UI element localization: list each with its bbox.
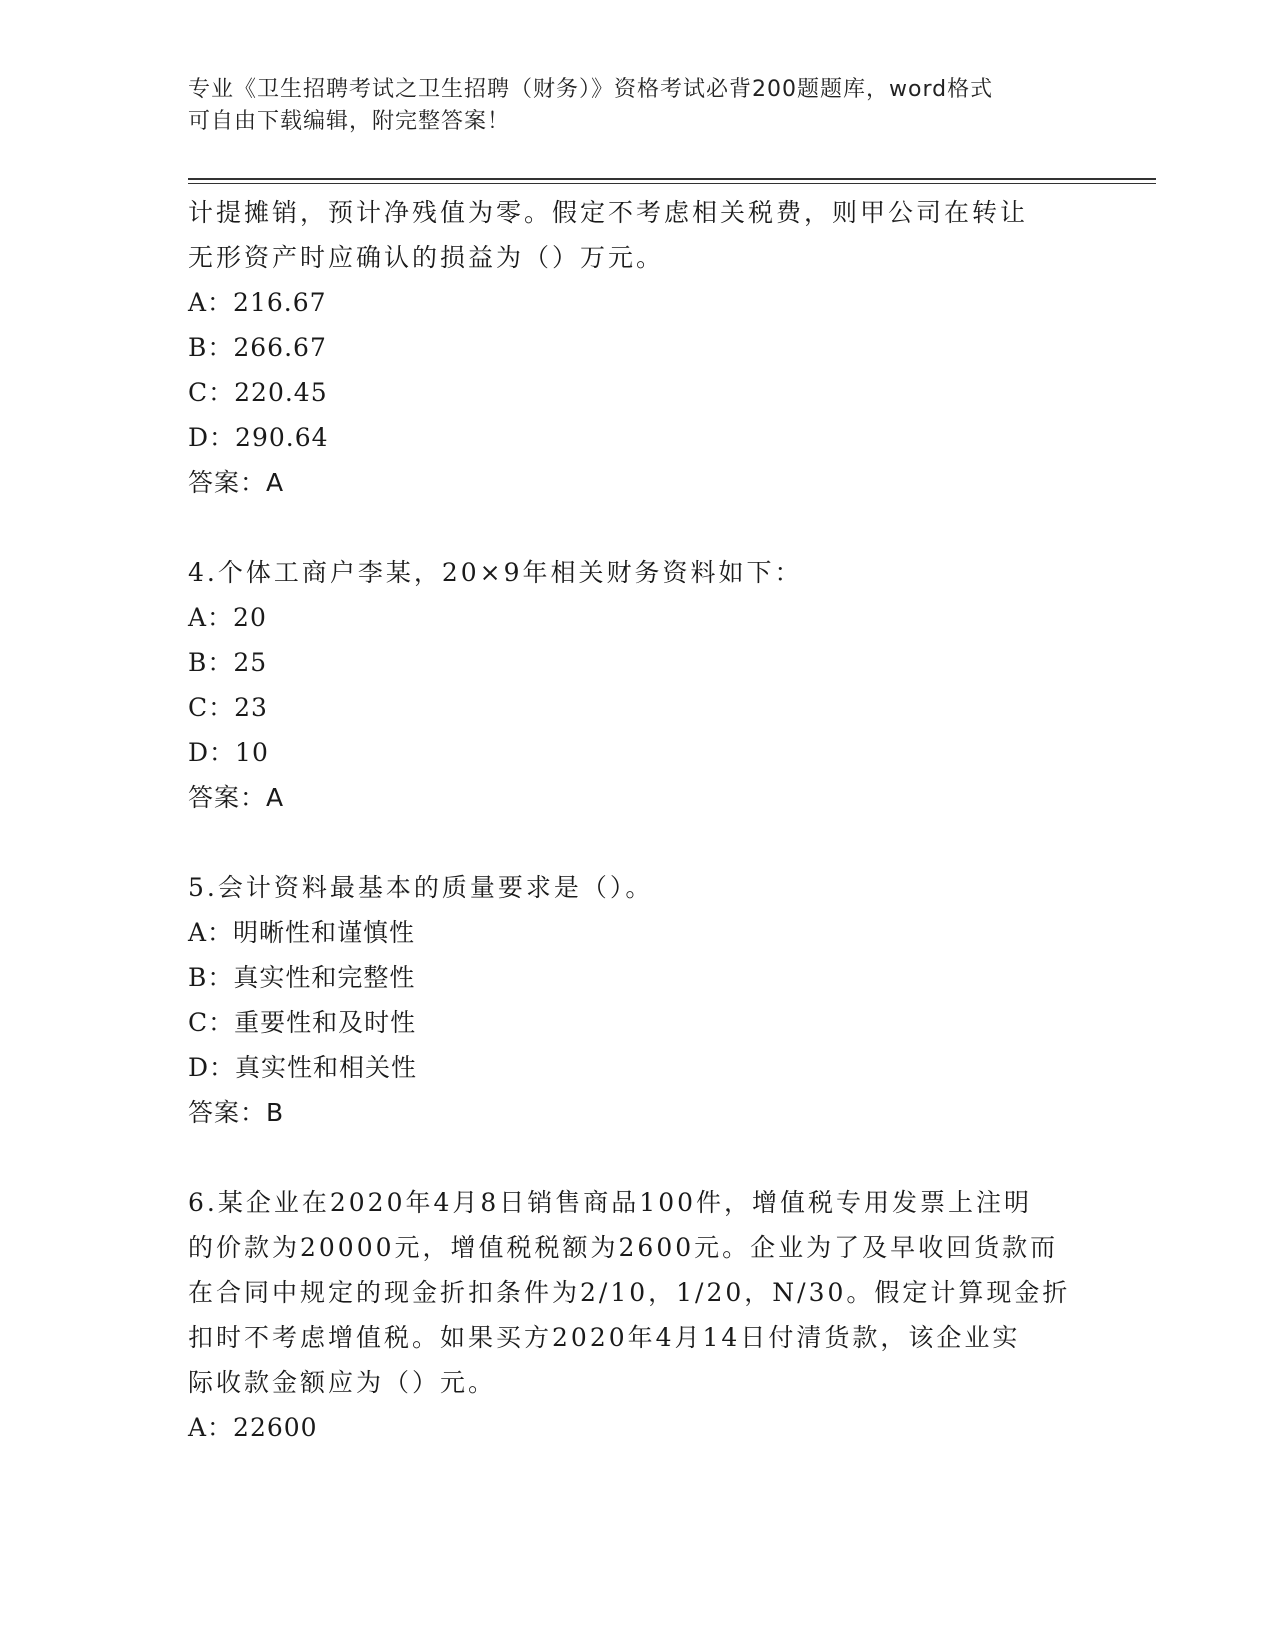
question-list (188, 190, 1088, 1450)
option-d: D：10 (188, 738, 269, 767)
header-divider-thick (188, 178, 1156, 180)
document-header (188, 74, 1078, 138)
question-text-line: 计提摊销，预计净残值为零。假定不考虑相关税费，则甲公司在转让 (188, 198, 1029, 227)
option-c: C：重要性和及时性 (188, 1008, 417, 1037)
answer-line: 答案：A (188, 468, 285, 497)
option-c: C：23 (188, 693, 268, 722)
header-divider-thin (188, 183, 1156, 184)
option-b: B：266.67 (188, 333, 327, 362)
question-6 (188, 1180, 1088, 1450)
question-text-line: 扣时不考虑增值税。如果买方2020年4月14日付清货款，该企业实 (188, 1323, 1021, 1352)
option-c: C：220.45 (188, 378, 328, 407)
option-d: D：真实性和相关性 (188, 1053, 418, 1082)
question-5 (188, 865, 1088, 1135)
option-b: B：真实性和完整性 (188, 963, 416, 992)
option-b: B：25 (188, 648, 268, 677)
option-a: A：216.67 (188, 288, 327, 317)
question-text-line: 5.会计资料最基本的质量要求是（）。 (188, 873, 654, 902)
spacer (188, 1135, 1088, 1180)
answer-line: 答案：B (188, 1098, 285, 1127)
spacer (188, 505, 1088, 550)
header-title-line-2: 可自由下载编辑，附完整答案！ (188, 109, 511, 134)
answer-line: 答案：A (188, 783, 285, 812)
spacer (188, 820, 1088, 865)
question-4 (188, 550, 1088, 820)
question-text-line: 的价款为20000元，增值税税额为2600元。企业为了及早收回货款而 (188, 1233, 1059, 1262)
option-a: A：22600 (188, 1413, 318, 1442)
question-3 (188, 190, 1088, 505)
question-text-line: 4.个体工商户李某，20×9年相关财务资料如下： (188, 558, 803, 587)
option-a: A：明晰性和谨慎性 (188, 918, 416, 947)
option-d: D：290.64 (188, 423, 329, 452)
question-text-line: 无形资产时应确认的损益为（）万元。 (188, 243, 665, 272)
question-text-line: 际收款金额应为（）元。 (188, 1368, 497, 1397)
question-text-line: 在合同中规定的现金折扣条件为2/10，1/20，N/30。假定计算现金折 (188, 1278, 1071, 1307)
option-a: A：20 (188, 603, 267, 632)
header-title-line-1: 专业《卫生招聘考试之卫生招聘（财务）》资格考试必背200题题库，word格式 (188, 77, 994, 102)
question-text-line: 6.某企业在2020年4月8日销售商品100件，增值税专用发票上注明 (188, 1188, 1033, 1217)
